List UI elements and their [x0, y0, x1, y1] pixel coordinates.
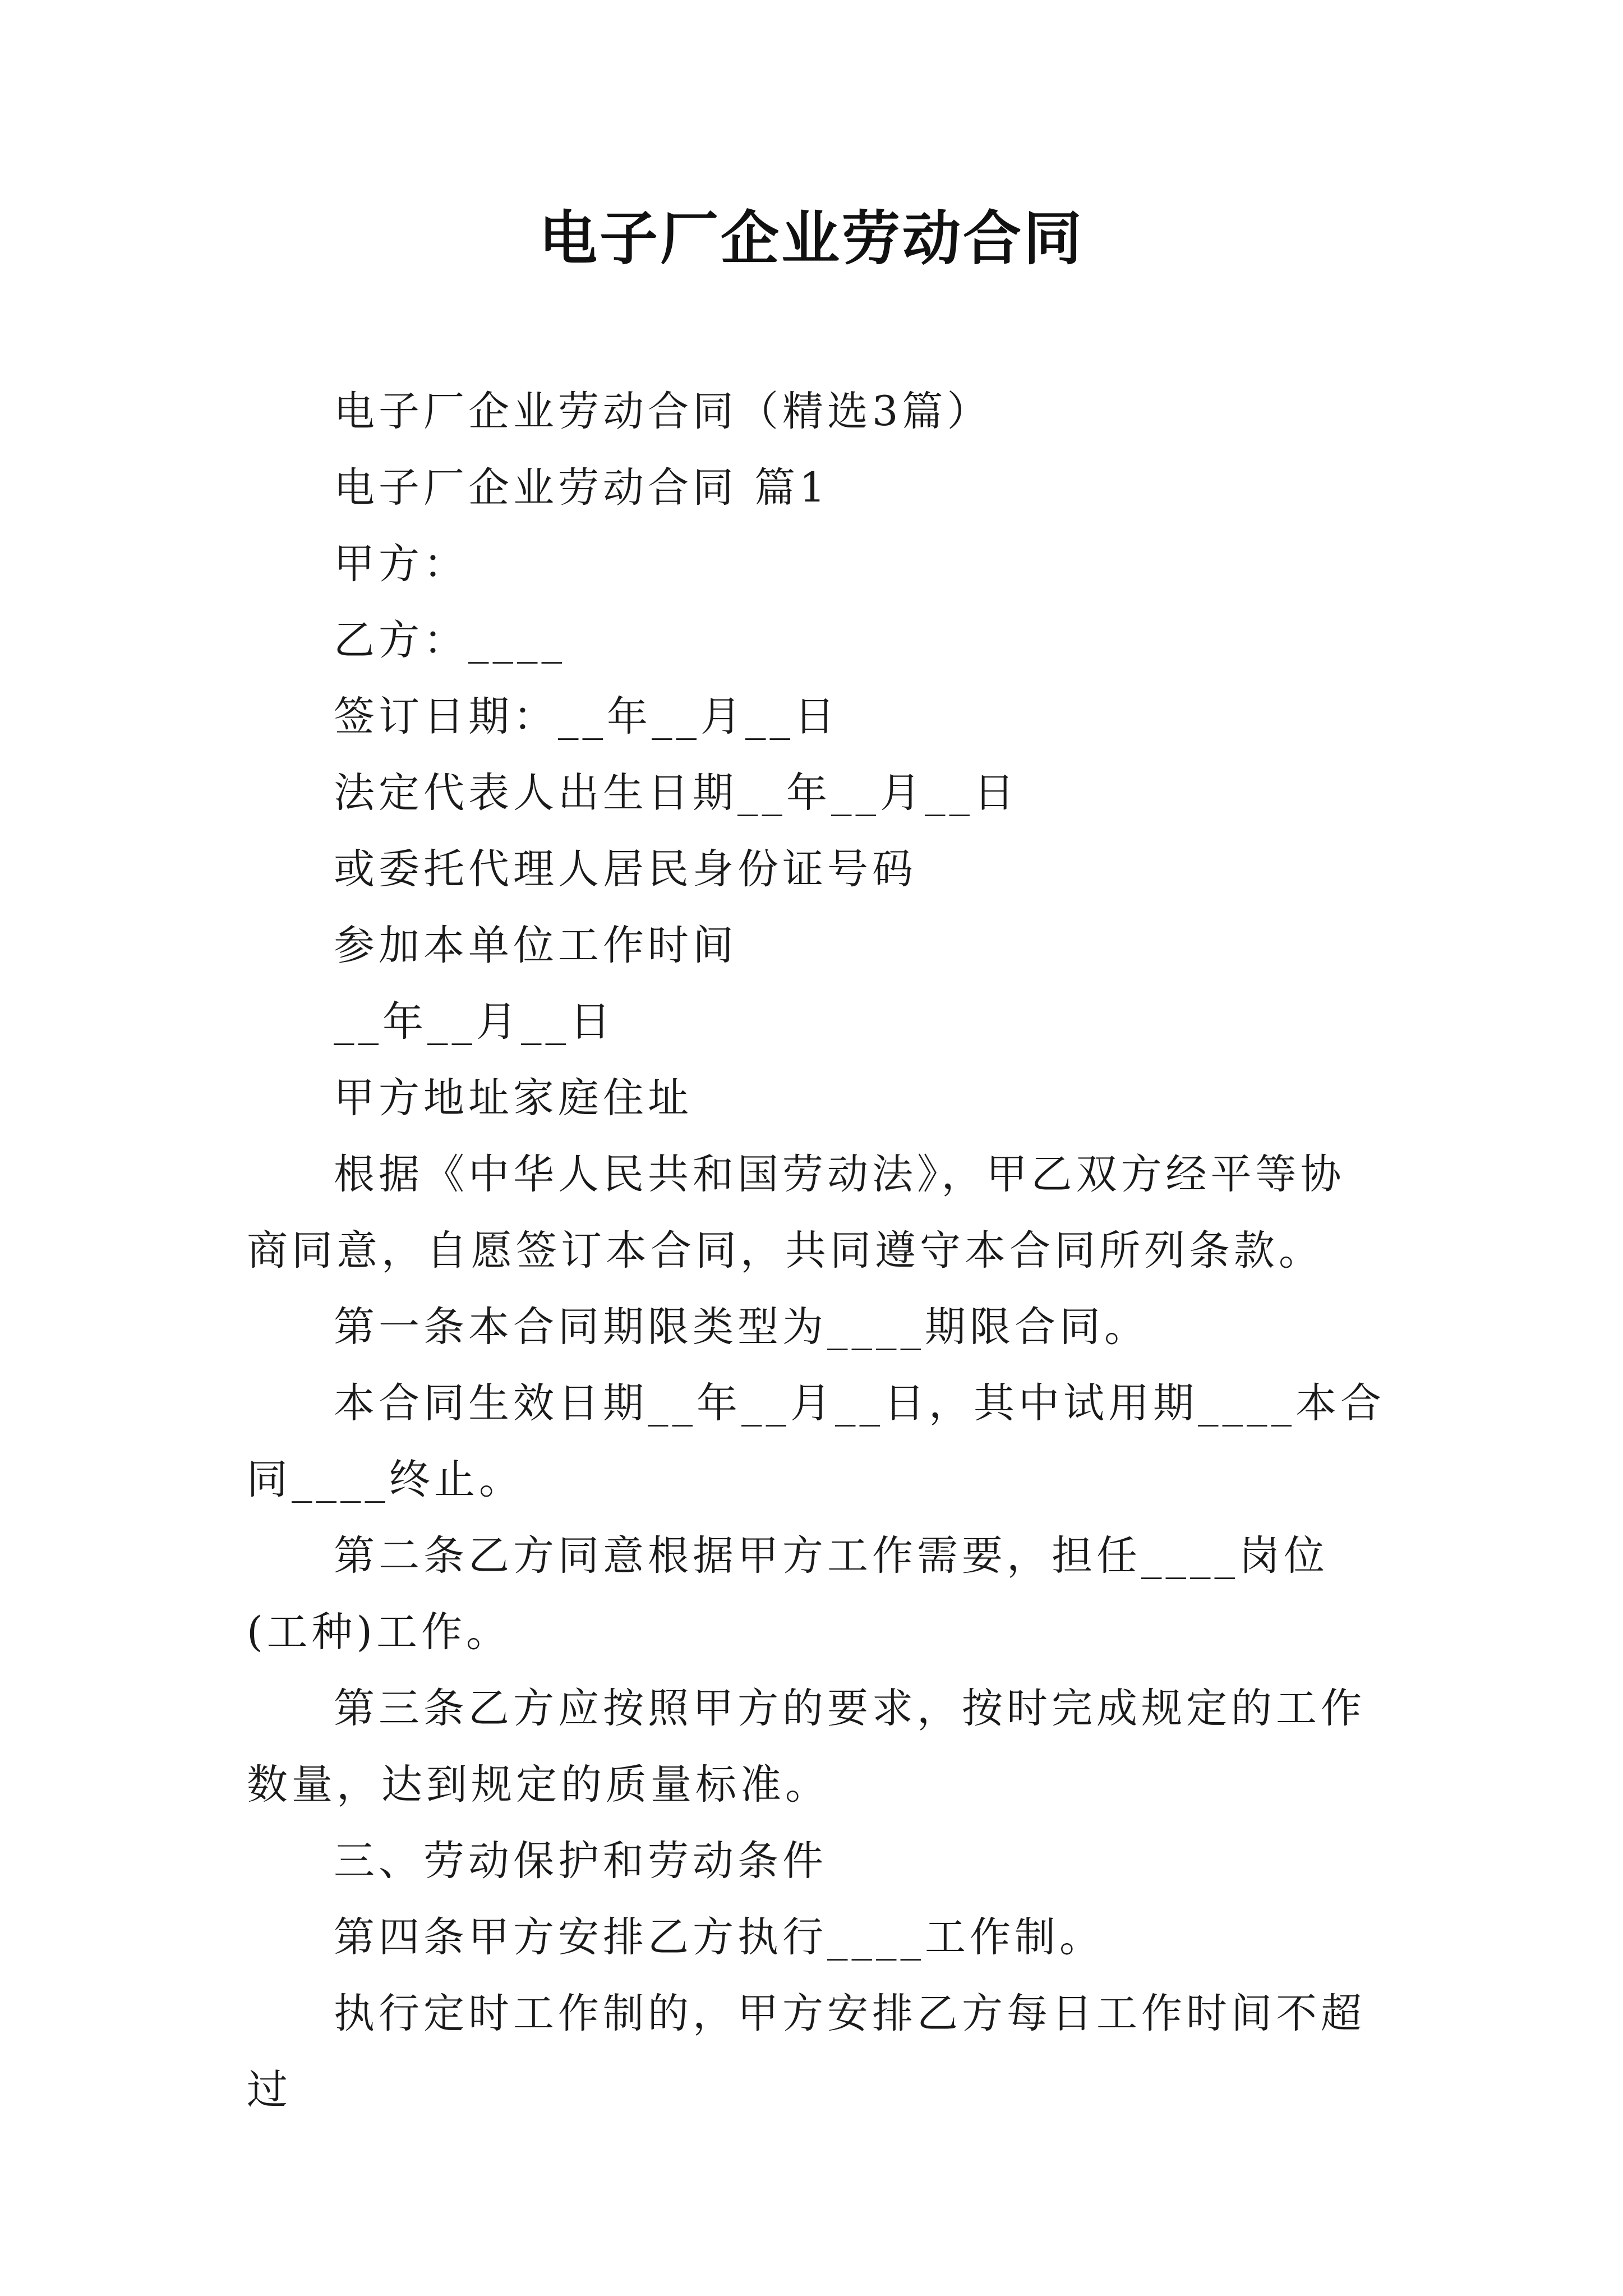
- paragraph-agent-id-number: 或委托代理人居民身份证号码: [334, 845, 917, 893]
- paragraph-preamble: 根据《中华人民共和国劳动法》，甲乙双方经平等协商同意，自愿签订本合同，共同遵守本合同所列条款。: [247, 1151, 1345, 1274]
- document-title: 电子厂企业劳动合同: [538, 204, 1084, 273]
- paragraph-subtitle: 电子厂企业劳动合同（精选3篇）: [334, 388, 992, 435]
- paragraph-addresses: 甲方地址家庭住址: [334, 1074, 693, 1122]
- paragraph-section-heading: 电子厂企业劳动合同 篇1: [334, 464, 829, 512]
- paragraph-join-date: __年__月__日: [334, 998, 615, 1046]
- paragraph-article-1: 第一条本合同期限类型为____期限合同。: [334, 1303, 1149, 1351]
- paragraph-representative-birthdate: 法定代表人出生日期__年__月__日: [334, 769, 1018, 817]
- paragraph-article-2: 第二条乙方同意根据甲方工作需要，担任____岗位(工种)工作。: [247, 1532, 1329, 1656]
- paragraph-section-3-heading: 三、劳动保护和劳动条件: [334, 1837, 827, 1885]
- paragraph-article-3: 第三条乙方应按照甲方的要求，按时完成规定的工作数量，达到规定的质量标准。: [247, 1685, 1366, 1809]
- paragraph-effective-date: 本合同生效日期__年__月__日，其中试用期____本合同____终止。: [247, 1379, 1385, 1503]
- paragraph-signing-date: 签订日期：__年__月__日: [334, 693, 839, 740]
- paragraph-party-b: 乙方：____: [334, 616, 566, 664]
- paragraph-working-hours: 执行定时工作制的，甲方安排乙方每日工作时间不超过: [247, 1990, 1366, 2114]
- paragraph-party-a: 甲方：: [334, 540, 468, 588]
- paragraph-join-time: 参加本单位工作时间: [334, 922, 737, 969]
- document-body: [247, 374, 1385, 2128]
- paragraph-article-4: 第四条甲方安排乙方执行____工作制。: [334, 1913, 1104, 1961]
